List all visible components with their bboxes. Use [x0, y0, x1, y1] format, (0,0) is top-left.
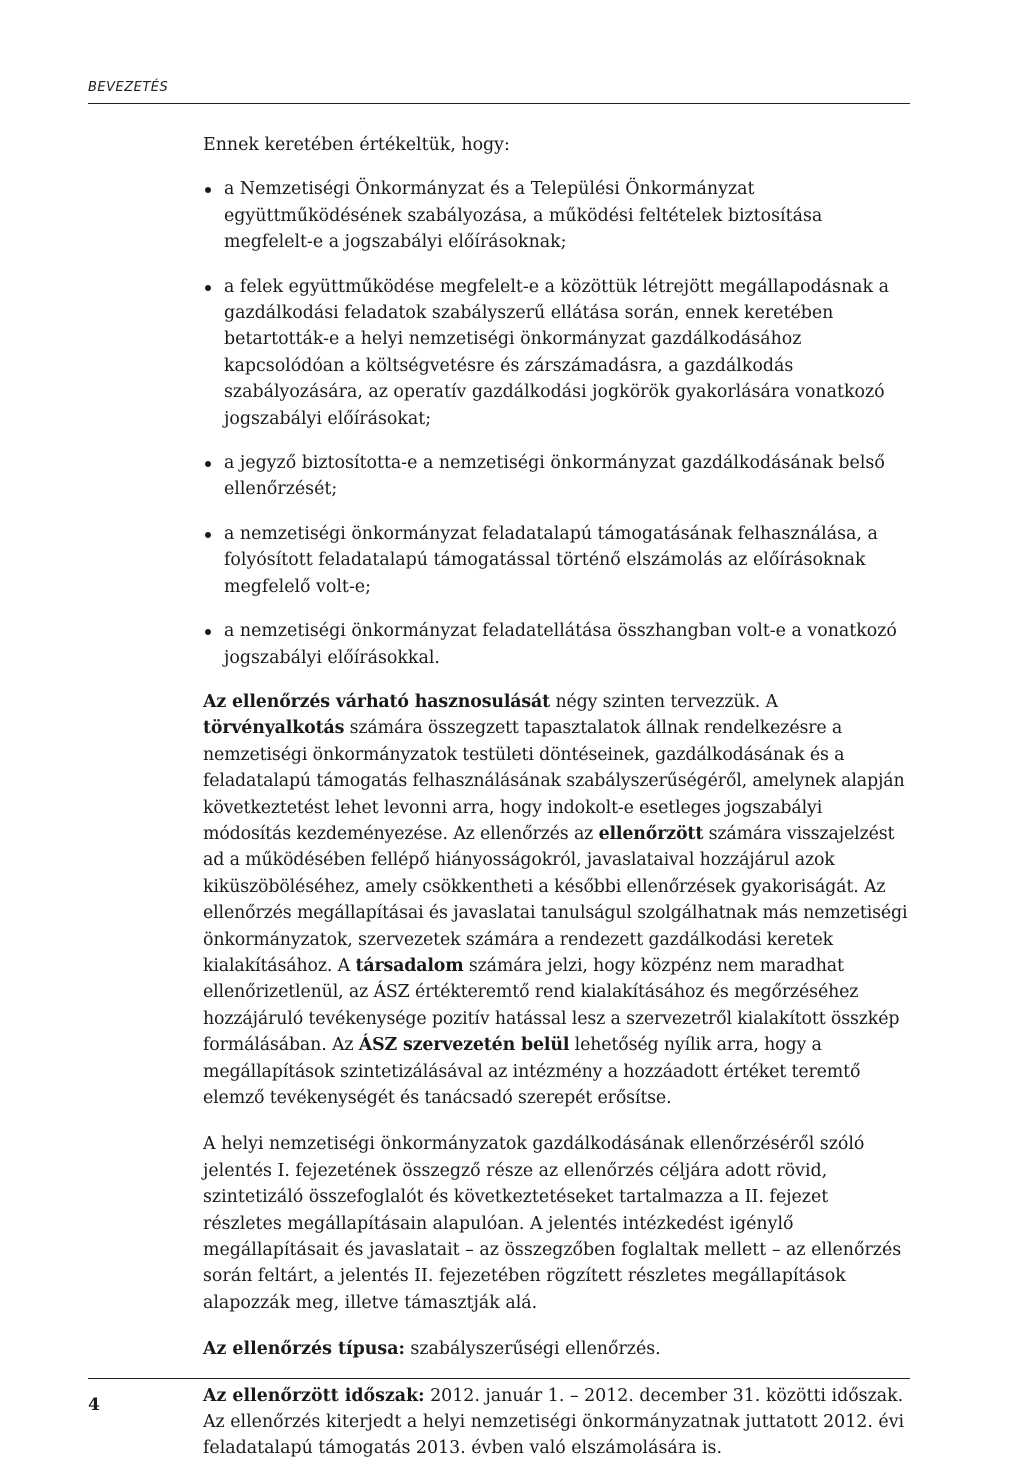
audit-period-value: 2012. január 1. – 2012. december 31. közötti időszak. Az ellenőrzés kiterjedt a helyi nemzetiségi önkormányzatnak juttatott 2012. évi feladatalapú támogatás 2013. évben való elszámolására is. [203, 1385, 905, 1459]
header-rule [88, 103, 910, 104]
intro-paragraph: Ennek keretében értékeltük, hogy: [203, 135, 510, 155]
paragraph-text: számára visszajelzést ad a működésében fellépő hiányosságokról, javaslataival hozzájárul azok kiküszöböléséhez, amely csökkentheti a későbbi ellenőrzések gyakoriságát. Az ellenőrzés megállapításai és javaslatai tanulságul szolgálhatnak más nemzetiségi önkormányzatok, szervezetek számára a rendezett gazdálkodási keretek kialakításához. A [203, 823, 908, 976]
audit-period-paragraph [203, 1383, 908, 1462]
list-item: a nemzetiségi önkormányzat feladatalapú támogatásának felhasználása, a folyósított feladatalapú támogatással történő elszámolás az előírásoknak megfelelő volt-e; [203, 521, 908, 600]
bold-term: ellenőrzött [598, 823, 704, 844]
utilization-paragraph [203, 689, 908, 1112]
audit-type-value: szabályszerűségi ellenőrzés. [404, 1339, 661, 1360]
bold-term: törvényalkotás [203, 718, 345, 739]
audit-type-line [203, 1336, 908, 1362]
list-item: a jegyző biztosította-e a nemzetiségi önkormányzat gazdálkodásának belső ellenőrzését; [203, 450, 908, 503]
audit-type-label: Az ellenőrzés típusa: [203, 1339, 405, 1360]
paragraph-text: számára jelzi, hogy közpénz nem maradhat ellenőrizetlenül, az ÁSZ értékteremtő rend kialakításához és megőrzéséhez hozzájáruló tevékenysége pozitív hatással lesz a szervezetről kialakított összkép formálásában. Az [203, 955, 900, 1056]
paragraph-text: négy szinten tervezzük. A [550, 691, 778, 712]
list-item: a nemzetiségi önkormányzat feladatellátása összhangban volt-e a vonatkozó jogszabályi előírásokkal. [203, 618, 908, 671]
evaluation-list [203, 176, 908, 671]
list-item: a Nemzetiségi Önkormányzat és a Települési Önkormányzat együttműködésének szabályozása, a működési feltételek biztosítása megfelelt-e a jogszabályi előírásoknak; [203, 176, 908, 255]
page-number: 4 [88, 1395, 100, 1415]
report-structure-paragraph: A helyi nemzetiségi önkormányzatok gazdálkodásának ellenőrzéséről szóló jelentés I. fejezetének összegző része az ellenőrzés céljára adott rövid, szintetizáló összefoglalót és következtetéseket tartalmazza a II. fejezet részletes megállapításain alapulóan. A jelentés intézkedést igénylő megállapításait és javaslatait – az összegzőben foglaltak mellett – az ellenőrzés során feltárt, a jelentés II. fejezetében rögzített részletes megállapítások alapozzák meg, illetve támasztják alá. [203, 1134, 902, 1313]
paragraph-text: lehetőség nyílik arra, hogy a megállapítások szintetizálásával az intézmény a hozzáadott értéket teremtő elemző tevékenységét és tanácsadó szerepét erősítse. [203, 1035, 861, 1108]
audit-period-label: Az ellenőrzött időszak: [203, 1385, 425, 1406]
bold-term: társadalom [355, 955, 464, 976]
bold-term: Az ellenőrzés várható hasznosulását [203, 691, 551, 712]
page-body [203, 132, 908, 1482]
list-item: a felek együttműködése megfelelt-e a közöttük létrejött megállapodásnak a gazdálkodási feladatok szabályszerű ellátása során, ennek keretében betartották-e a helyi nemzetiségi önkormányzat gazdálkodásához kapcsolódóan a költségvetésre és zárszámadásra, a gazdálkodás szabályozására, az operatív gazdálkodási jogkörök gyakorlására vonatkozó jogszabályi előírásokat; [203, 274, 908, 432]
footer-rule [88, 1378, 910, 1379]
paragraph-text: számára összegzett tapasztalatok állnak rendelkezésre a nemzetiségi önkormányzatok testületi döntéseinek, gazdálkodásának és a feladatalapú támogatás felhasználásának szabályszerűségéről, amelynek alapján következtetést lehet levonni arra, hogy indokolt-e esetleges jogszabályi módosítás kezdeményezése. Az ellenőrzés az [203, 718, 905, 844]
section-header-label: BEVEZETÉS [88, 80, 169, 95]
bold-term: ÁSZ szervezetén belül [358, 1035, 570, 1056]
